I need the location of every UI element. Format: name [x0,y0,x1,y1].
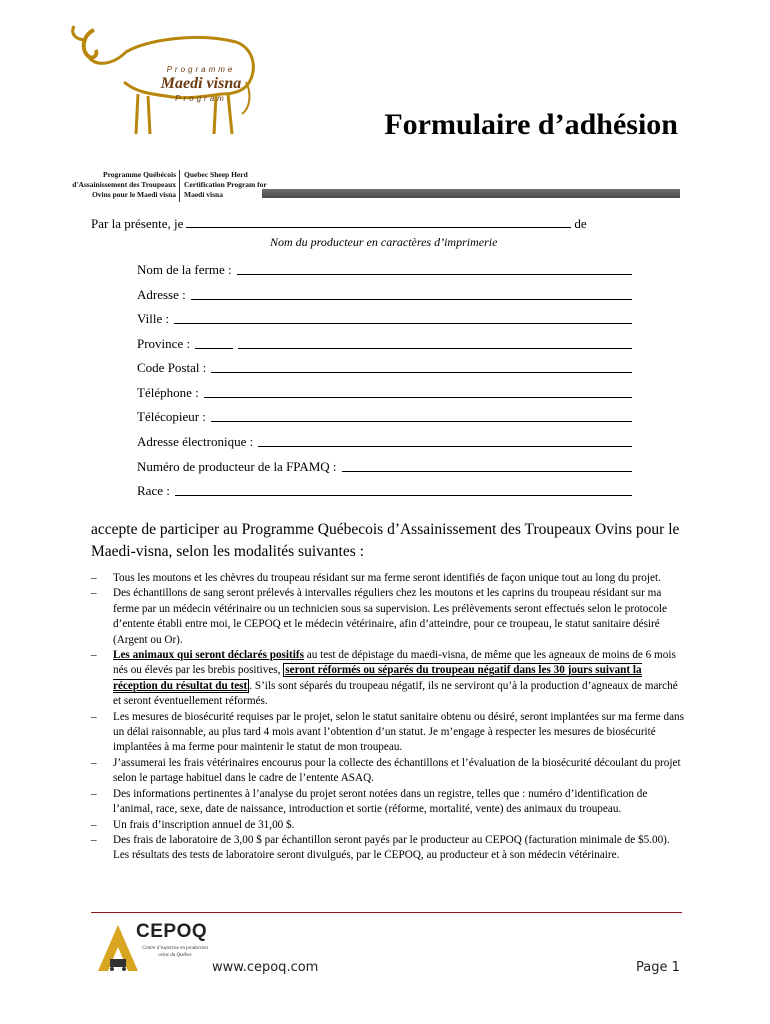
phone-label: Téléphone : [137,385,199,400]
address-row [137,285,632,303]
province-short-field[interactable] [195,347,233,349]
cepoq-name: CEPOQ [136,921,208,942]
producer-number-label: Numéro de producteur de la FPAMQ : [137,459,337,474]
farm-name-label: Nom de la ferme : [137,262,232,277]
acceptance-statement: accepte de participer au Programme Québecois d’Assainissement des Troupeaux Ovins pour le Maedi-visna, selon les modalités suivantes : [91,521,680,560]
list-item: – Un frais d’inscription annuel de 31,00 $. [91,818,295,831]
phone-field[interactable] [204,396,632,398]
email-field[interactable] [258,445,632,447]
list-item: – Les mesures de biosécurité requises par le projet, selon le statut sanitaire obtenu ou désiré, seront implantées sur ma ferme dans un délai raisonnable, au plus tard 4 mois avant l’obtention d’un statut. Je m’engage à respecter les mesures de biosécurité implantées à ma ferme pour maintenir le statut de mon troupeau. [91,710,685,754]
logo-caption-divider [179,170,180,202]
conditions-list [91,571,687,864]
breed-row [137,481,632,499]
breed-field[interactable] [175,494,632,496]
address-field[interactable] [191,298,632,300]
list-item: – Les animaux qui seront déclarés positifs au test de dépistage du maedi-visna, de même que les agneaux de moins de 6 mois nés ou élevés par les brebis positives, seront réformés ou séparés du troupeau négatif dans les 30 jours suivant la réception du résultat du test . S’ils sont séparés du troupeau négatif, ils ne serviront qu’à la production d’agneaux de marché et seront éventuellement réformés. [91,649,678,708]
address-label: Adresse : [137,287,186,302]
producer-number-field[interactable] [342,470,632,472]
email-row [137,432,632,450]
producer-name-caption: Nom du producteur en caractères d’imprimerie [270,235,498,249]
intro-prefix: Par la présente, je [91,216,184,231]
footer-rule [91,912,682,913]
province-row [137,334,632,352]
list-item: – Tous les moutons et les chèvres du troupeau résidant sur ma ferme seront identifiés de façon unique tout au long du projet. [91,572,661,584]
postal-code-row [137,358,632,376]
breed-label: Race : [137,483,170,498]
logo-caption-en: Quebec Sheep Herd Certification Program for Maedi visna [184,170,267,199]
city-label: Ville : [137,311,170,326]
list-item: – Des informations pertinentes à l’analyse du projet seront notées dans un registre, telles que : numéro d’identification de l’animal, race, sexe, date de naissance, introduction et sortie (réforme, mortalité, vente) des animaux du troupeau. [91,787,648,816]
email-label: Adresse électronique : [137,434,254,449]
province-label: Province : [137,336,191,351]
producer-name-line [91,216,587,232]
farm-name-row [137,260,632,278]
fax-row [137,407,632,425]
province-field[interactable] [238,347,632,349]
page-title: Formulaire d’adhésion [384,108,678,141]
list-item: – J’assumerai les frais vétérinaires encourus pour la collecte des échantillons et l’évaluation de la biosécurité découlant du projet selon le partage habituel dans le cadre de l’entente ASAQ. [91,756,681,785]
page-number: Page 1 [636,960,680,975]
fax-field[interactable] [211,420,632,422]
city-field[interactable] [174,322,632,324]
farm-name-field[interactable] [237,273,632,275]
intro-suffix: de [574,216,587,231]
postal-code-field[interactable] [211,371,632,373]
postal-code-label: Code Postal : [137,360,207,375]
maedi-visna-logo [66,22,267,212]
list-item: – Des échantillons de sang seront prélevés à intervalles réguliers chez les moutons et les caprins du troupeau résidant sur ma ferme par un médecin vétérinaire ou un technicien sous sa supervision. Les prélèvements seront effectués selon le protocole d’entente établi entre moi, le CEPOQ et le médecin vétérinaire, afin d’atteindre, pour ce troupeau, le statut sanitaire désiré (Argent ou Or). [91,587,667,646]
phone-row [137,383,632,401]
logo-bottom-word: Program [175,94,227,103]
footer-url: www.cepoq.com [212,960,319,975]
logo-title: Maedi visna [160,75,242,92]
city-row [137,309,632,327]
logo-top-word: Programme [166,65,236,74]
logo-caption-fr: Programme Québécois d'Assainissement des Troupeaux Ovins pour le Maedi visna [72,170,176,199]
fax-label: Télécopieur : [137,409,206,424]
list-item: – Des frais de laboratoire de 3,00 $ par échantillon seront payés par le producteur au CEPOQ (facturation minimale de $5.00). Les résultats des tests de laboratoire seront divulgués, par le CEPOQ, au producteur et à son médecin vétérinaire. [91,833,670,862]
producer-name-field[interactable] [186,217,571,228]
title-divider-bar [262,189,680,198]
producer-number-row [137,457,632,475]
cepoq-logo [96,921,206,973]
cepoq-subtitle: Centre d’expertise en production ovine du Québec [142,946,208,958]
